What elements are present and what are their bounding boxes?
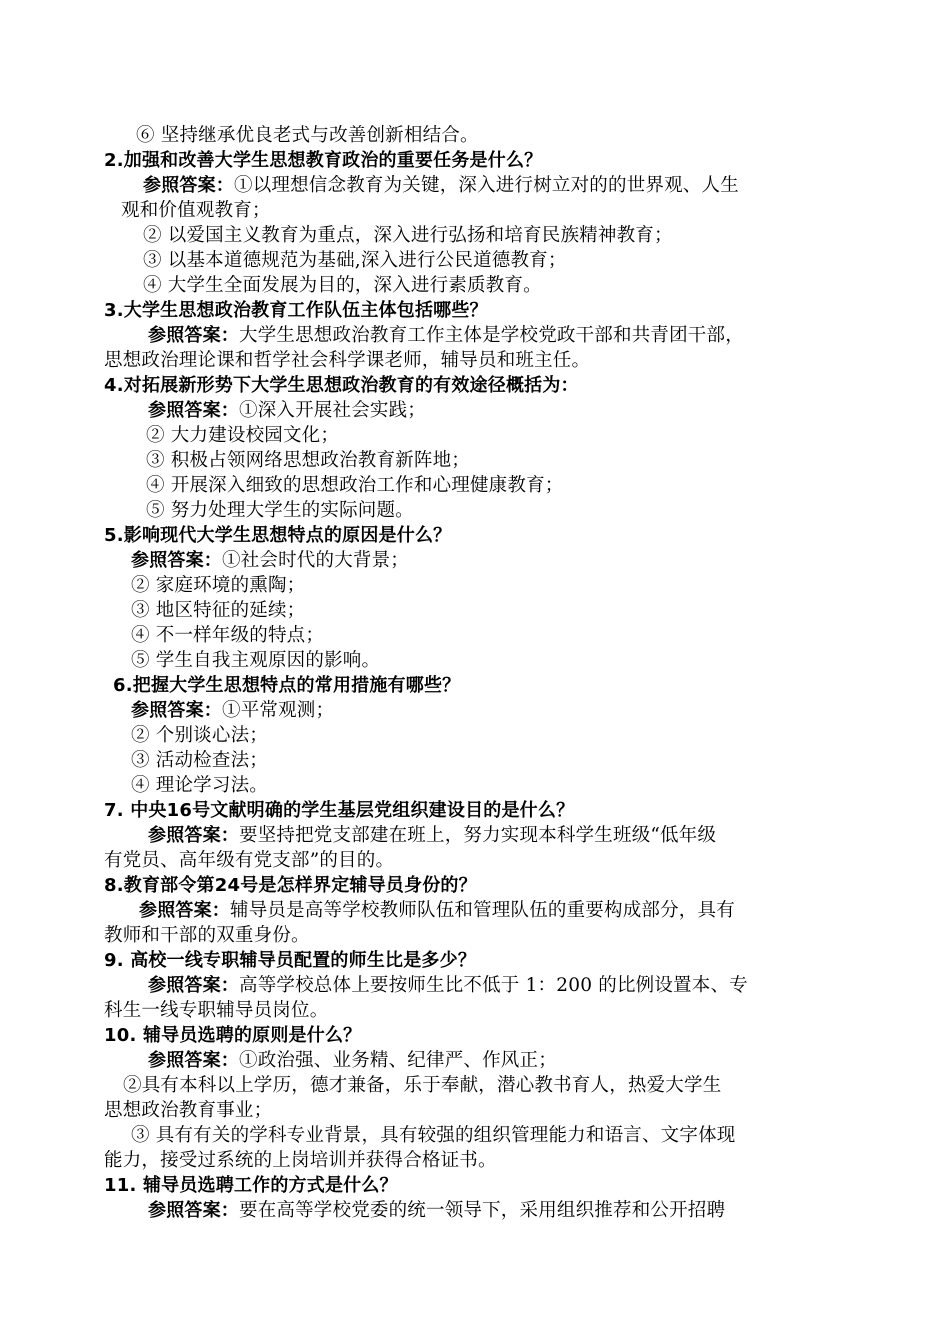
question-title: 2.加强和改善大学生思想教育政治的重要任务是什么？ [104,150,543,171]
answer-text: 高等学校总体上要按师生比不低于 1：200 的比例设置本、专 [239,975,748,996]
answer-continuation: 教师和干部的双重身份。 [104,925,310,946]
answer-text: 辅导员是高等学校教师队伍和管理队伍的重要构成部分，具有 [230,900,735,921]
answer-text: ①政治强、业务精、纪律严、作风正； [239,1050,557,1071]
answer-continuation: 能力，接受过系统的上岗培训并获得合格证书。 [104,1150,497,1171]
answer-continuation: 有党员、高年级有党支部”的目的。 [104,850,395,871]
answer-text: ①平常观测； [222,700,335,721]
answer-text: ①社会时代的大背景； [222,550,410,571]
answer-item: ④ 开展深入细致的思想政治工作和心理健康教育； [146,475,564,496]
answer-line [143,174,739,198]
answer-item: ③ 活动检查法； [131,750,268,771]
answer-label: 参照答案： [148,400,239,421]
answer-item: ⑥ 坚持继承优良老式与改善创新相结合。 [136,125,479,146]
answer-item: ③ 地区特征的延续； [131,600,306,621]
answer-line [148,824,716,848]
answer-line [131,699,334,723]
answer-line [131,549,409,573]
answer-item: ② 个别谈心法； [131,725,268,746]
answer-text: 要坚持把党支部建在班上，努力实现本科学生班级“低年级 [239,825,717,846]
question-title: 7. 中央16号文献明确的学生基层党组织建设目的是什么？ [104,800,575,821]
answer-line [148,1199,725,1223]
question-title: 3.大学生思想政治教育工作队伍主体包括哪些？ [104,300,488,321]
answer-label: 参照答案： [148,975,239,996]
answer-continuation: 观和价值观教育； [121,200,271,221]
answer-text: ①以理想信念教育为关键，深入进行树立对的的世界观、人生 [234,175,739,196]
question-title: 11. 辅导员选聘工作的方式是什么？ [104,1175,398,1196]
question-title: 5.影响现代大学生思想特点的原因是什么？ [104,525,452,546]
answer-line [148,974,748,998]
answer-label: 参照答案： [148,325,239,346]
answer-line [139,899,735,923]
question-title: 8.教育部令第24号是怎样界定辅导员身份的？ [104,875,477,896]
answer-continuation: 思想政治教育事业； [104,1100,273,1121]
answer-text: ①深入开展社会实践； [239,400,427,421]
answer-item: ②具有本科以上学历，德才兼备，乐于奉献，潜心教书育人，热爱大学生 [123,1075,722,1096]
answer-item: ④ 不一样年级的特点； [131,625,325,646]
answer-continuation: 思想政治理论课和哲学社会科学课老师，辅导员和班主任。 [104,350,591,371]
answer-label: 参照答案： [143,175,234,196]
answer-item: ⑤ 学生自我主观原因的影响。 [131,650,381,671]
answer-label: 参照答案： [131,700,222,721]
answer-label: 参照答案： [148,1200,239,1221]
answer-item: ② 大力建设校园文化； [146,425,340,446]
answer-line [148,399,426,423]
answer-line [148,1049,557,1073]
answer-label: 参照答案： [139,900,230,921]
answer-text: 要在高等学校党委的统一领导下，采用组织推荐和公开招聘 [239,1200,726,1221]
answer-item: ② 家庭环境的熏陶； [131,575,306,596]
answer-item: ③ 积极占领网络思想政治教育新阵地； [146,450,470,471]
answer-label: 参照答案： [148,1050,239,1071]
question-title: 6.把握大学生思想特点的常用措施有哪些？ [113,675,461,696]
answer-item: ④ 理论学习法。 [131,775,268,796]
answer-label: 参照答案： [148,825,239,846]
question-title: 4.对拓展新形势下大学生思想政治教育的有效途径概括为： [104,375,579,396]
answer-continuation: 科生一线专职辅导员岗位。 [104,1000,329,1021]
answer-label: 参照答案： [131,550,222,571]
answer-line [148,324,744,348]
answer-item: ④ 大学生全面发展为目的，深入进行素质教育。 [143,275,542,296]
answer-item: ③ 具有有关的学科专业背景，具有较强的组织管理能力和语言、文字体现 [131,1125,736,1146]
answer-item: ③ 以基本道德规范为基础,深入进行公民道德教育； [143,250,567,271]
answer-item: ② 以爱国主义教育为重点，深入进行弘扬和培育民族精神教育； [143,225,673,246]
question-title: 10. 辅导员选聘的原则是什么？ [104,1025,362,1046]
answer-text: 大学生思想政治教育工作主体是学校党政干部和共青团干部， [239,325,744,346]
question-title: 9. 高校一线专职辅导员配置的师生比是多少？ [104,950,477,971]
answer-item: ⑤ 努力处理大学生的实际问题。 [146,500,414,521]
